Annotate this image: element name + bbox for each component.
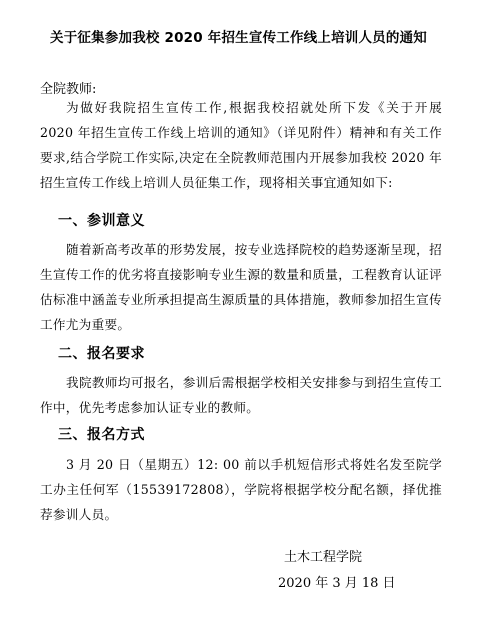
signature-date: 2020 年 3 月 18 日	[278, 576, 396, 591]
section-heading-registration: 三、报名方式	[58, 427, 145, 443]
section-heading-significance: 一、参训意义	[58, 213, 145, 229]
section-body-significance: 随着新高考改革的形势发展，按专业选择院校的趋势逐渐呈现，招生宣传工作的优劣将直接影响专业生源的数量和质量，工程教育认证评估标准中涵盖专业所承担提高生源质量的具体措施，教师参加招生宣传工作尤为重要。	[40, 242, 442, 332]
document-title: 关于征集参加我校 2020 年招生宣传工作线上培训人员的通知	[50, 30, 427, 46]
section-body-registration: 3 月 20 日（星期五）12: 00 前以手机短信形式将姓名发至院学工办主任何军（15539172808），学院将根据学校分配名额，择优推荐参训人员。	[40, 457, 442, 522]
section-heading-requirements: 二、报名要求	[58, 346, 145, 362]
intro-paragraph: 为做好我院招生宣传工作,根据我校招就处所下发《关于开展 2020 年招生宣传工作线上培训的通知》（详见附件）精神和有关工作要求,结合学院工作实际,决定在全院教师范围内开展参加我校 2020 年招生宣传工作线上培训人员征集工作，现将相关事宜通知如下:	[40, 100, 442, 190]
section-body-requirements: 我院教师均可报名，参训后需根据学校相关安排参与到招生宣传工作中，优先考虑参加认证专业的教师。	[40, 375, 442, 415]
signature-org: 土木工程学院	[284, 550, 363, 565]
salutation: 全院教师:	[40, 82, 97, 97]
